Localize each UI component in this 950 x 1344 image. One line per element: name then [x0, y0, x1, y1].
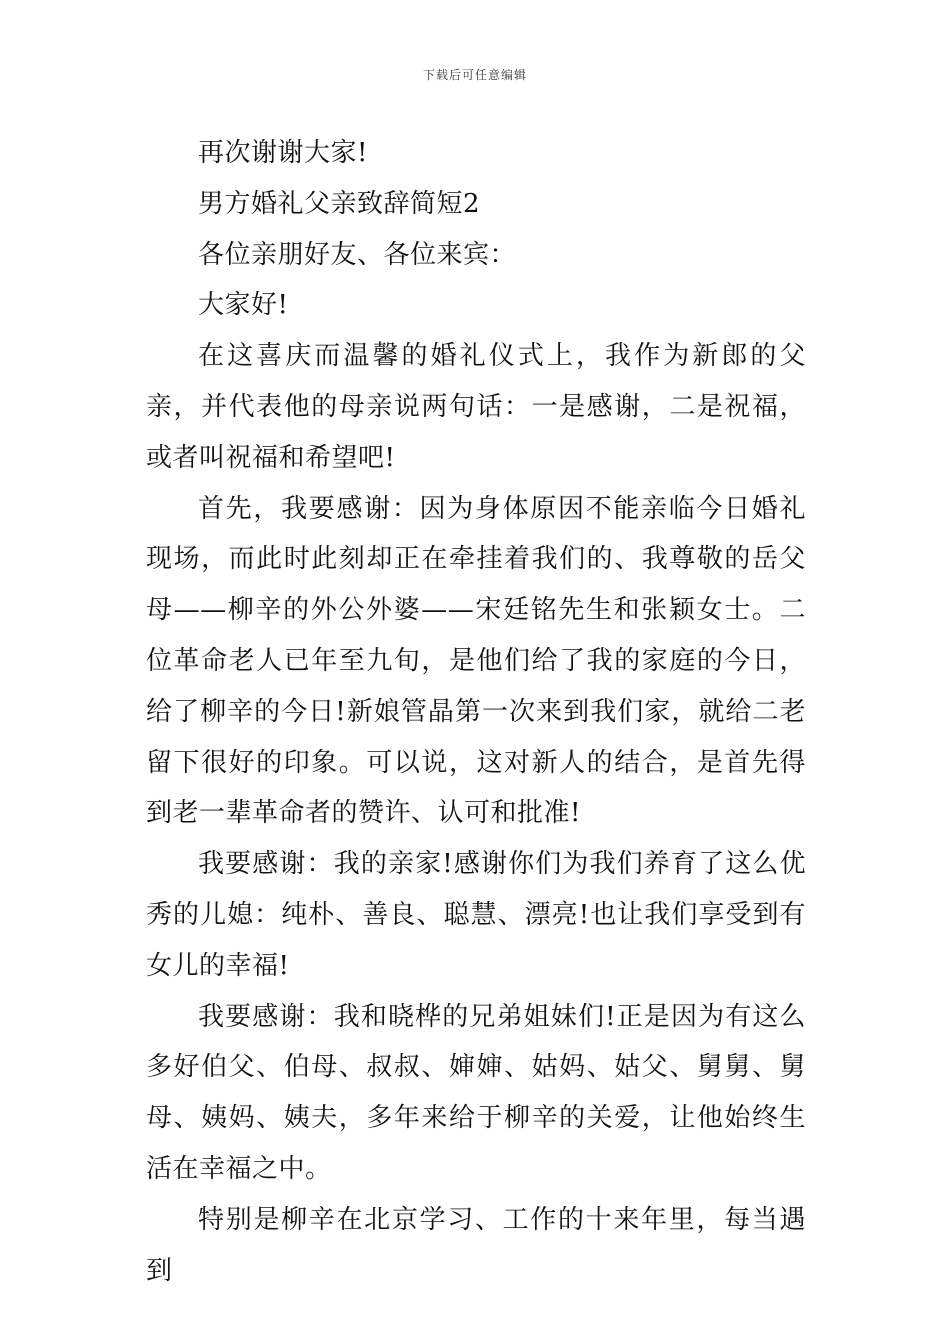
paragraph-thanks-siblings: 我要感谢：我和晓桦的兄弟姐妹们!正是因为有这么多好伯父、伯母、叔叔、婶婶、姑妈、姑父、舅舅、舅母、姨妈、姨夫，多年来给于柳辛的关爱，让他始终生活在幸福之中。	[146, 1001, 806, 1184]
paragraph-salutation: 各位亲朋好友、各位来宾：	[198, 239, 517, 270]
paragraph-closing-thanks: 再次谢谢大家!	[198, 138, 368, 168]
document-body	[146, 128, 806, 1296]
paragraph-greeting: 大家好!	[198, 290, 289, 321]
paragraph-thanks-grandparents: 首先，我要感谢：因为身体原因不能亲临今日婚礼现场，而此时此刻却正在牵挂着我们的、我尊敬的岳父母——柳辛的外公外婆——宋廷铭先生和张颖女士。二位革命老人已年至九旬，是他们给了我的家庭的今日，给了柳辛的今日!新娘管晶第一次来到我们家，就给二老留下很好的印象。可以说，这对新人的结合，是首先得到老一辈革命者的赞许、认可和批准!	[146, 493, 806, 829]
paragraph-thanks-in-laws: 我要感谢：我的亲家!感谢你们为我们养育了这么优秀的儿媳：纯朴、善良、聪慧、漂亮!也让我们享受到有女儿的幸福!	[146, 849, 806, 981]
paragraph-beijing: 特别是柳辛在北京学习、工作的十来年里，每当遇到	[146, 1204, 806, 1286]
paragraph-intro: 在这喜庆而温馨的婚礼仪式上，我作为新郎的父亲，并代表他的母亲说两句话：一是感谢，二是祝福，或者叫祝福和希望吧!	[146, 341, 806, 473]
page-header: 下载后可任意编辑	[422, 68, 527, 82]
section-title: 男方婚礼父亲致辞简短2	[198, 188, 481, 219]
